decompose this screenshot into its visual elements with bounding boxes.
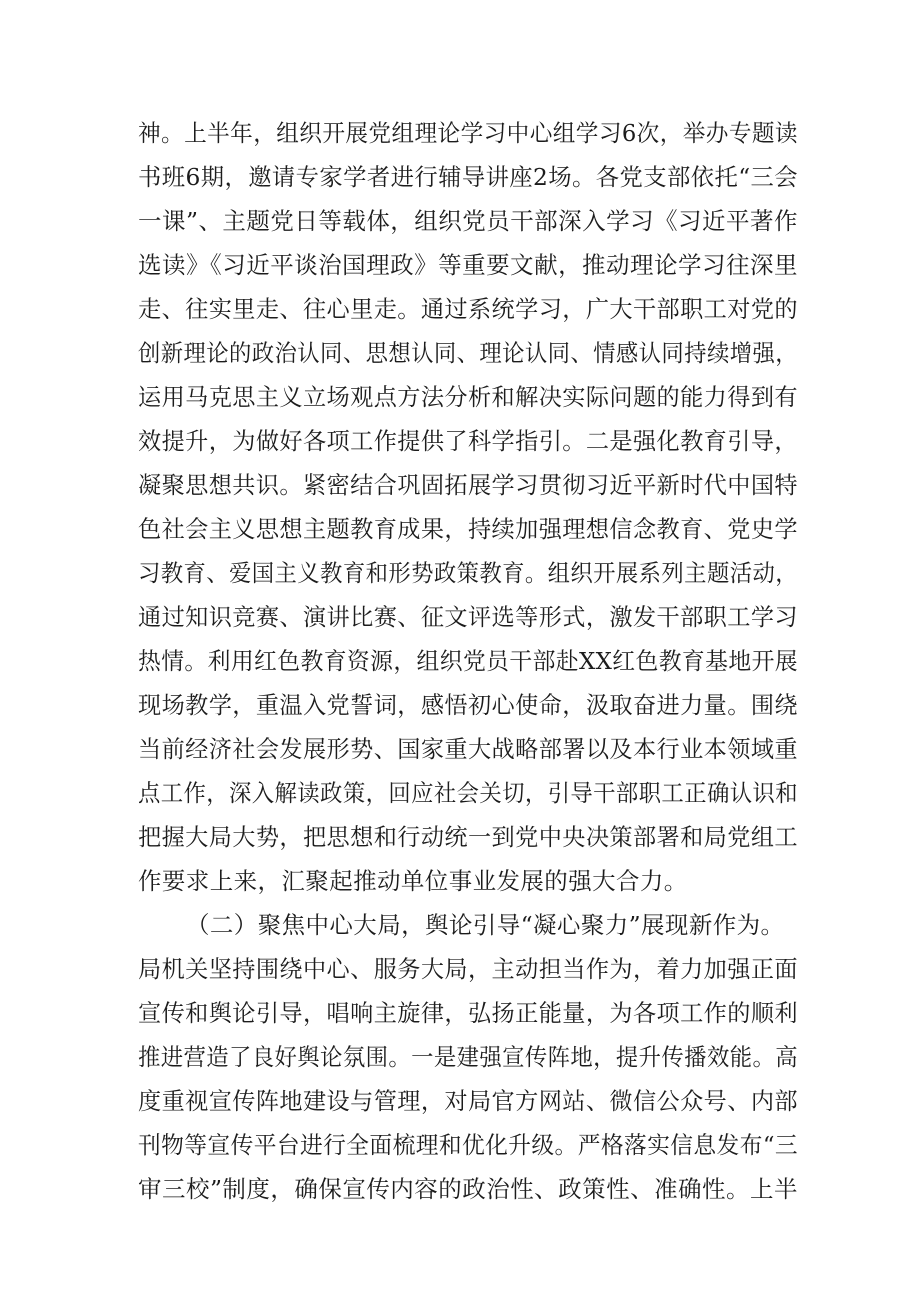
paragraph-line: 点工作，深入解读政策，回应社会关切，引导干部职工正确认识和 xyxy=(138,779,798,807)
paragraph-line: 色社会主义思想主题教育成果，持续加强理想信念教育、党史学 xyxy=(138,515,798,543)
paragraph-line: 作要求上来，汇聚起推动单位事业发展的强大合力。 xyxy=(138,867,688,895)
paragraph-line: 运用马克思主义立场观点方法分析和解决实际问题的能力得到有 xyxy=(138,383,798,411)
paragraph-line: 度重视宣传阵地建设与管理，对局官方网站、微信公众号、内部 xyxy=(138,1087,798,1115)
paragraph-line: 书班6期，邀请专家学者进行辅导讲座2场。各党支部依托“三会 xyxy=(138,163,799,191)
paragraph-line: 当前经济社会发展形势、国家重大战略部署以及本行业本领域重 xyxy=(138,735,798,763)
paragraph-line: 现场教学，重温入党誓词，感悟初心使命，汲取奋进力量。围绕 xyxy=(138,691,798,719)
paragraph-line: 神。上半年，组织开展党组理论学习中心组学习6次，举办专题读 xyxy=(138,119,798,147)
paragraph-line: 走、往实里走、往心里走。通过系统学习，广大干部职工对党的 xyxy=(138,295,798,323)
paragraph-line: 宣传和舆论引导，唱响主旋律，弘扬正能量，为各项工作的顺利 xyxy=(138,999,798,1027)
paragraph-line: 选读》《习近平谈治国理政》等重要文献，推动理论学习往深里 xyxy=(138,251,798,279)
paragraph-line: 通过知识竞赛、演讲比赛、征文评选等形式，激发干部职工学习 xyxy=(138,603,798,631)
paragraph-line: 把握大局大势，把思想和行动统一到党中央决策部署和局党组工 xyxy=(138,823,798,851)
paragraph-line: 审三校”制度，确保宣传内容的政治性、政策性、准确性。上半 xyxy=(138,1175,798,1203)
paragraph-line: 习教育、爱国主义教育和形势政策教育。组织开展系列主题活动， xyxy=(138,559,798,587)
paragraph-line: 刊物等宣传平台进行全面梳理和优化升级。严格落实信息发布“三 xyxy=(138,1131,799,1159)
section-heading: （二）聚焦中心大局，舆论引导“凝心聚力”展现新作为。 xyxy=(186,911,785,939)
paragraph-line: 凝聚思想共识。紧密结合巩固拓展学习贯彻习近平新时代中国特 xyxy=(138,471,798,499)
paragraph-line: 一课”、主题党日等载体，组织党员干部深入学习《习近平著作 xyxy=(138,207,798,235)
paragraph-line: 热情。利用红色教育资源，组织党员干部赴XX红色教育基地开展 xyxy=(138,647,798,675)
paragraph-line: 推进营造了良好舆论氛围。一是建强宣传阵地，提升传播效能。高 xyxy=(138,1043,798,1071)
paragraph-line: 效提升，为做好各项工作提供了科学指引。二是强化教育引导， xyxy=(138,427,798,455)
paragraph-line: 局机关坚持围绕中心、服务大局，主动担当作为，着力加强正面 xyxy=(138,955,798,983)
paragraph-line: 创新理论的政治认同、思想认同、理论认同、情感认同持续增强， xyxy=(138,339,798,367)
